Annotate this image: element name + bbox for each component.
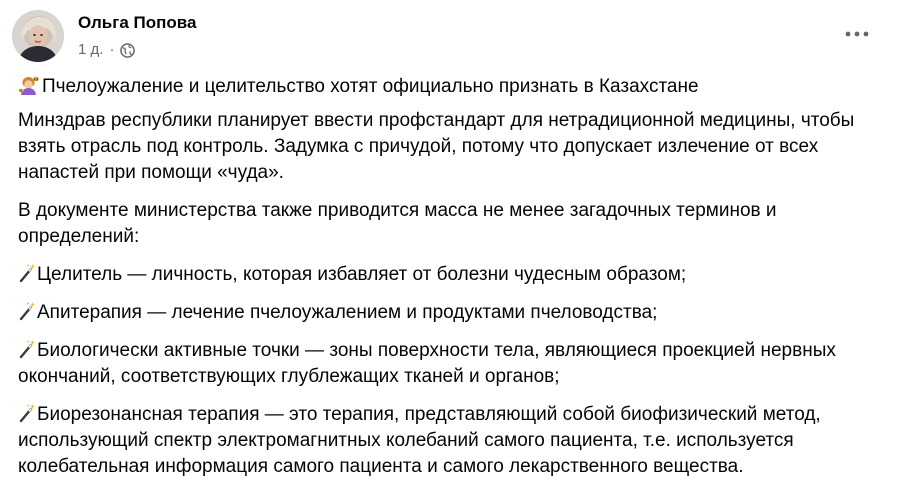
post-header <box>12 10 196 62</box>
post-text <box>18 74 888 492</box>
post-title: Пчелоужаление и целительство хотят официально признать в Казахстане <box>42 76 699 97</box>
magic-wand-icon <box>18 263 36 283</box>
list-item <box>18 402 888 480</box>
list-item-text: Биологически активные точки — зоны поверхности тела, являющиеся проекцией нервных окончаний, соответствующих глублежащих тканей и органов; <box>18 340 836 387</box>
post-time[interactable]: 1 д. <box>78 41 104 58</box>
woman-with-bees-emoji-icon <box>18 75 40 95</box>
post-title-line <box>18 74 888 100</box>
author-name[interactable]: Ольга Попова <box>78 13 197 32</box>
separator-dot: · <box>109 41 115 58</box>
globe-icon[interactable] <box>120 43 135 58</box>
post-meta <box>78 12 196 60</box>
list-item <box>18 338 888 390</box>
list-item <box>18 262 888 288</box>
paragraph-intro: Минздрав республики планирует ввести профстандарт для нетрадиционной медицины, чтобы взять отрасль под контроль. Задумка с причудой, потому что допускает излечение от всех напастей при помощи «чуда». <box>18 110 855 183</box>
list-item-text: Целитель — личность, которая избавляет от болезни чудесным образом; <box>37 264 687 285</box>
list-item-text: Апитерапия — лечение пчелоужалением и продуктами пчеловодства; <box>37 302 658 323</box>
paragraph-terms: В документе министерства также приводится масса не менее загадочных терминов и определений: <box>18 200 777 247</box>
more-options-icon[interactable] <box>839 20 875 48</box>
avatar[interactable] <box>12 10 64 62</box>
list-item <box>18 300 888 326</box>
magic-wand-icon <box>18 339 36 359</box>
magic-wand-icon <box>18 403 36 423</box>
list-item-text: Биорезонансная терапия — это терапия, представляющий собой биофизический метод, использующий спектр электромагнитных колебаний самого пациента, т.е. используется колебательная информация самого пациента и самого лекарственного вещества. <box>18 404 821 477</box>
post-subline <box>78 40 196 60</box>
magic-wand-icon <box>18 301 36 321</box>
